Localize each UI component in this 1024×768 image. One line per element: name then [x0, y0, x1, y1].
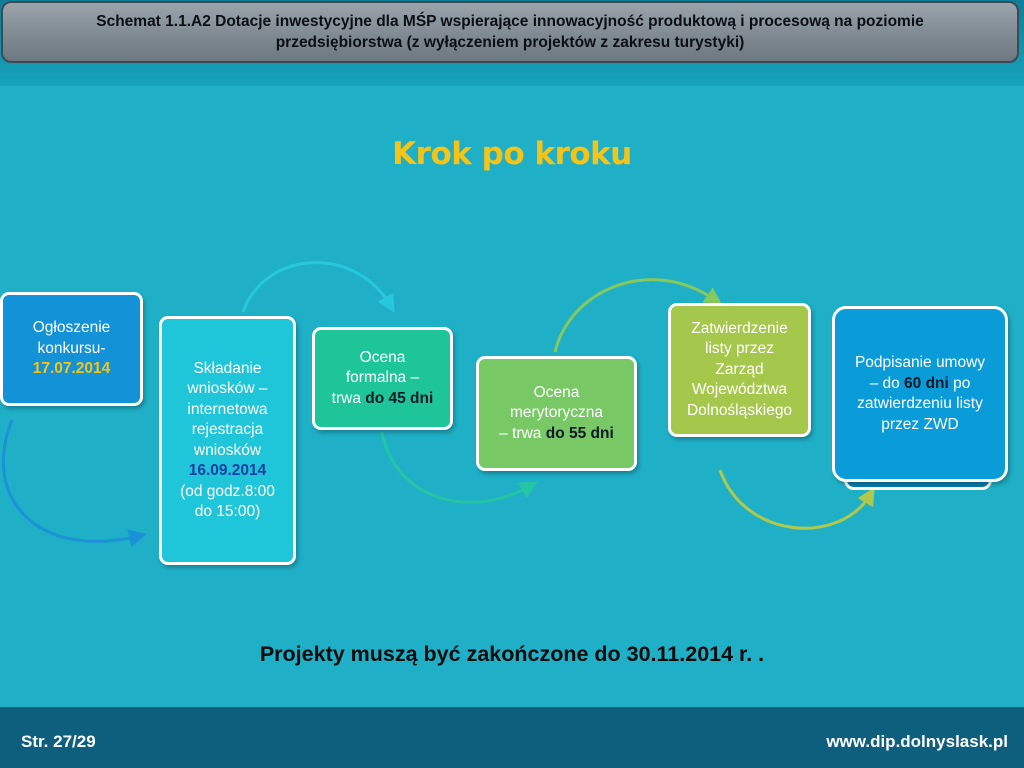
- step-merit-evaluation: [476, 356, 637, 471]
- step2-line6: (od godz.8:00: [180, 482, 275, 500]
- header-title-line1: Schemat 1.1.A2 Dotacje inwestycyjne dla MŚP wspierające innowacyjność produktową i procesową na poziomie: [96, 13, 924, 30]
- step-formal-evaluation: [312, 327, 453, 430]
- step2-line5: wniosków: [193, 441, 262, 459]
- step2-line7: do 15:00): [194, 503, 261, 520]
- step1-date: 17.07.2014: [32, 360, 111, 378]
- step2-date: 16.09.2014: [188, 462, 267, 479]
- step1-line2: konkursu-: [37, 339, 106, 357]
- footer: [0, 707, 1024, 768]
- step4-line2: merytoryczna: [509, 404, 604, 422]
- step6-line1: Podpisanie umowy: [854, 354, 986, 371]
- arrow-1-2: [3, 420, 138, 541]
- step-application-submission: [159, 316, 296, 565]
- step6-line4: przez ZWD: [881, 415, 959, 433]
- step6-duration: 60 dni: [904, 374, 949, 392]
- step4-prefix: – trwa: [499, 424, 546, 442]
- step5-line2: listy przez: [705, 340, 774, 358]
- step3-duration: do 45 dni: [365, 389, 434, 407]
- step2-line1: Składanie: [193, 359, 262, 377]
- step6-prefix: – do: [869, 374, 905, 392]
- page-number: Str. 27/29: [21, 732, 96, 751]
- step3-line2: formalna –: [345, 369, 420, 387]
- step3-prefix: trwa: [331, 389, 366, 407]
- website-link[interactable]: www.dip.dolnyslask.pl: [826, 732, 1008, 751]
- header-title-line2: przedsiębiorstwa (z wyłączeniem projektów z zakresu turystyki): [275, 34, 745, 51]
- step2-line4: rejestracja: [191, 421, 264, 438]
- step2-line3: internetowa: [187, 400, 268, 418]
- step3-line1: Ocena: [359, 348, 406, 366]
- step5-line1: Zatwierdzenie: [691, 319, 788, 337]
- step6-line3: zatwierdzeniu listy: [857, 395, 983, 412]
- step2-line2: wniosków –: [187, 380, 268, 397]
- completion-note: Projekty muszą być zakończone do 30.11.2014 r. .: [259, 642, 765, 666]
- step6-suffix: po: [948, 374, 971, 392]
- step4-line1: Ocena: [533, 383, 580, 401]
- step-contract-signing: [832, 306, 1008, 482]
- step-list-approval: [668, 303, 811, 437]
- step5-line4: Województwa: [691, 381, 788, 399]
- page-title: Krok po kroku: [392, 136, 632, 172]
- arrow-2-3: [243, 263, 390, 312]
- step4-duration: do 55 dni: [545, 424, 614, 442]
- step1-line1: Ogłoszenie: [32, 319, 111, 337]
- step5-line5: Dolnośląskiego: [686, 401, 793, 419]
- step5-line3: Zarząd: [715, 360, 764, 378]
- step-announcement: [0, 292, 143, 406]
